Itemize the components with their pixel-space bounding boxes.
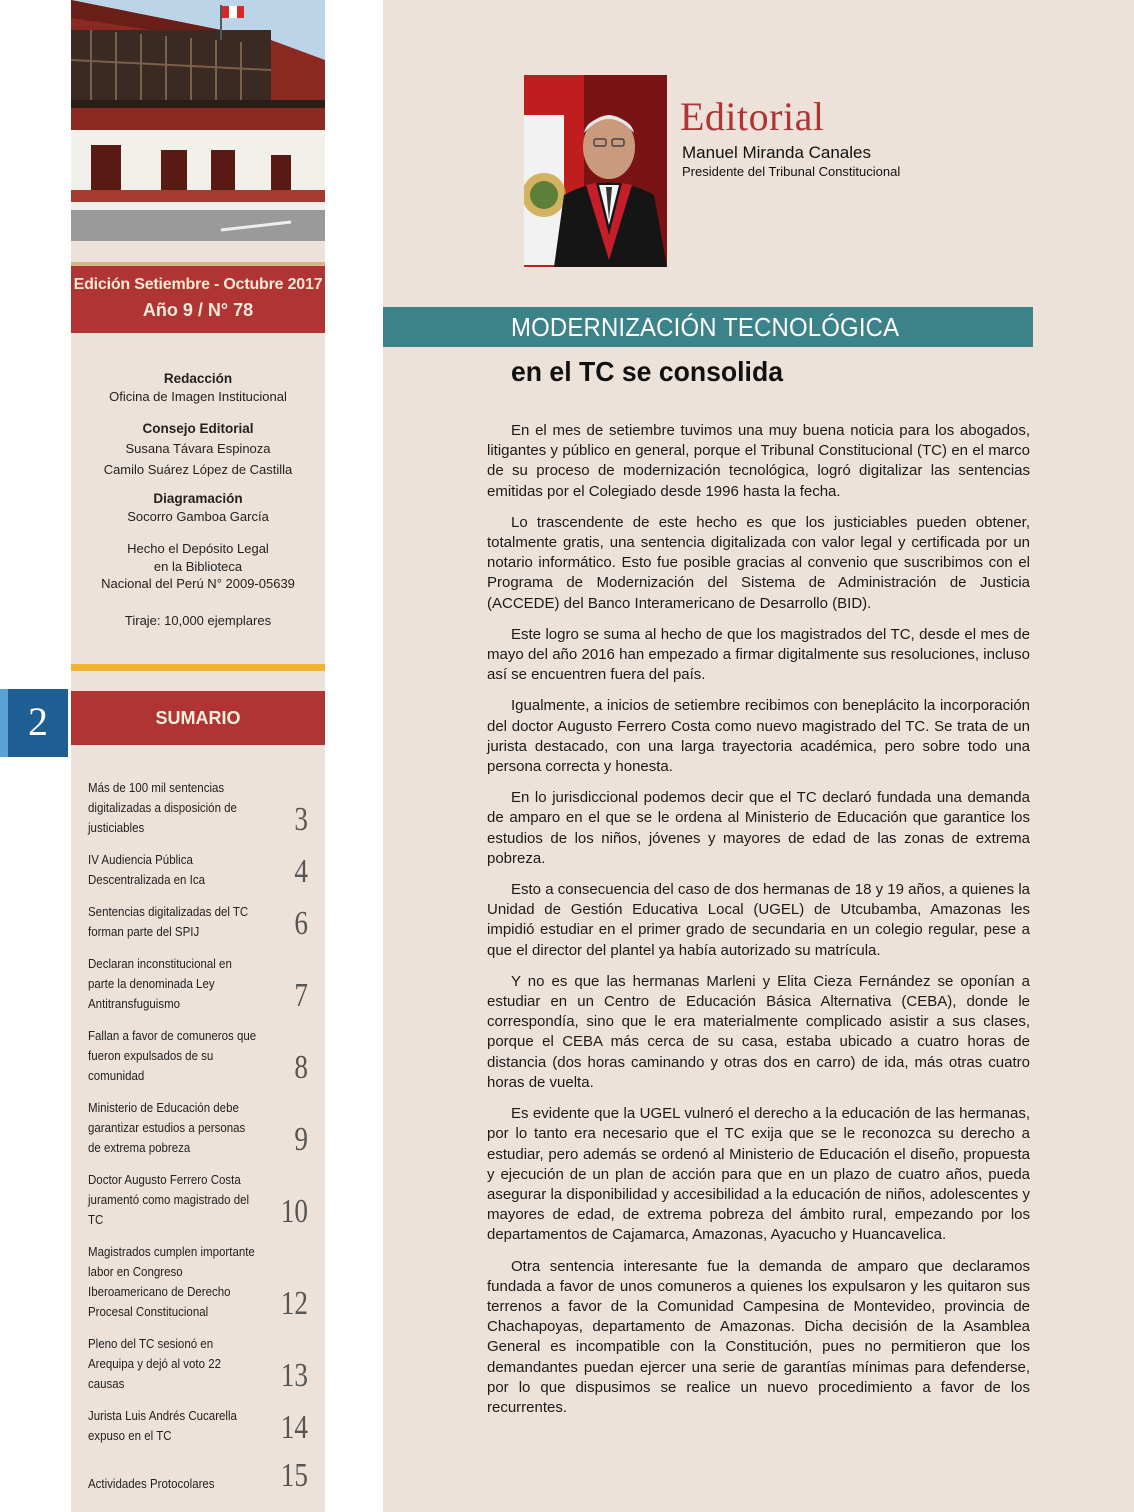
toc-item-title: IV Audiencia Pública Descentralizada en Ica (88, 853, 205, 887)
building-photo (71, 0, 325, 241)
toc-item[interactable] (88, 1406, 308, 1446)
toc-item-page: 13 (280, 1357, 308, 1394)
toc-item-page: 7 (294, 977, 308, 1014)
toc-item-title: Más de 100 mil sentencias digitalizadas a disposición de justiciables (88, 781, 237, 835)
consejo-value-1: Susana Távara Espinoza (125, 441, 271, 456)
tiraje: Tiraje: 10,000 ejemplares (124, 612, 272, 628)
article-paragraph: Y no es que las hermanas Marleni y Elita Cieza Fernández se oponían a estudiar en un Centro de Educación Básica Alternativa (CEBA), donde le correspondía, sino que le era materialmente complicado asistir a sus clases, porque el CEBA más cerca de su casa, estaba ubicado a cuatro horas de distancia (dos horas caminando y otras dos en carro) de ida, más otras cuatro horas de vuelta. (487, 972, 1030, 1091)
article-paragraph: En lo jurisdiccional podemos decir que el TC declaró fundada una demanda de amparo en el que se le ordena al Ministerio de Educación que garantice los estudios de los niños, jóvenes y mayores de edad de las zonas de extrema pobreza. (487, 789, 1030, 867)
toc-item-title: Fallan a favor de comuneros que fueron expulsados de su comunidad (88, 1029, 257, 1083)
toc-item-title: Magistrados cumplen importante labor en Congreso Iberoamericano de Derecho Procesal Constitucional (88, 1245, 255, 1319)
toc-item-page: 6 (294, 905, 308, 942)
author-role: Presidente del Tribunal Constitucional (682, 164, 901, 179)
toc-item-title: Pleno del TC sesionó en Arequipa y dejó al voto 22 causas (88, 1337, 221, 1391)
headline: MODERNIZACIÓN TECNOLÓGICA (511, 312, 900, 342)
redaccion-heading: Redacción (163, 371, 233, 386)
editorial-label: Editorial (680, 94, 825, 139)
toc-item-title: Actividades Protocolares (88, 1477, 215, 1491)
toc-item-page: 12 (280, 1285, 308, 1322)
toc-item[interactable] (88, 1458, 308, 1494)
toc-item-page: 4 (294, 853, 308, 890)
toc-item-title: Declaran inconstitucional en parte la denominada Ley Antitransfuguismo (88, 957, 232, 1011)
toc-item-page: 3 (294, 801, 308, 838)
toc-item-page: 9 (294, 1121, 308, 1158)
deposito-line-3: Nacional del Perú N° 2009-05639 (101, 576, 295, 591)
redaccion-value: Oficina de Imagen Institucional (109, 389, 287, 404)
article-paragraph: Otra sentencia interesante fue la demanda de amparo que declaramos fundada a favor de unos comuneros a quienes los expulsaron y les quitaron sus terrenos a favor de la Comunidad Campesina de Montevideo, provincia de Chachapoyas, departamento de Amazonas. Dicha decisión de la Asamblea General es incompatible con la Constitución, pues no permitieron que los demandantes puedan ejercer una serie de garantías mínimas para defenderse, por lo que dispusimos se realice un nuevo procedimiento a favor de los recurrentes. (487, 1257, 1030, 1416)
toc-item-page: 10 (280, 1193, 308, 1230)
toc-item-page: 15 (280, 1457, 308, 1494)
divider (71, 664, 325, 671)
toc-item[interactable] (88, 1026, 308, 1086)
consejo-value-2: Camilo Suárez López de Castilla (103, 462, 293, 477)
edition-date: Edición Setiembre - Octubre 2017 (73, 276, 323, 293)
article-paragraph: En el mes de setiembre tuvimos una muy buena noticia para los abogados, litigantes y público en general, porque el Tribunal Constitucional (TC) en el marco de su proceso de modernización tecnológica, logró digitalizar las sentencias emitidas por el Colegiado desde 1996 hasta la fecha. (487, 422, 1030, 500)
toc-item-title: Sentencias digitalizadas del TC forman parte del SPIJ (88, 905, 249, 939)
page-number: 2 (0, 689, 68, 757)
article-paragraph: Lo trascendente de este hecho es que los justiciables pueden obtener, totalmente gratis, una sentencia digitalizada con valor legal y certificada por un notario informático. Esto fue posible gracias al convenio que suscribimos con el Programa de Modernización del Sistema de Administración de Justicia (ACCEDE) del Banco Interamericano de Desarrollo (BID). (487, 513, 1030, 612)
author-portrait (524, 75, 667, 267)
subheadline: en el TC se consolida (511, 356, 783, 387)
article-body (487, 421, 1030, 1429)
diagramacion-heading: Diagramación (153, 491, 243, 506)
toc-item-title: Jurista Luis Andrés Cucarella expuso en el TC (88, 1409, 237, 1443)
toc-item-page: 8 (294, 1049, 308, 1086)
toc-item[interactable] (88, 1170, 308, 1230)
article-paragraph: Este logro se suma al hecho de que los magistrados del TC, desde el mes de mayo del año 2016 han empezado a firmar digitalmente sus resoluciones, incluso así se encuentren fuera del país. (487, 625, 1030, 684)
deposito-legal (71, 540, 325, 593)
credits (71, 360, 325, 630)
toc-item[interactable] (88, 902, 308, 942)
toc-item[interactable] (88, 1242, 308, 1322)
article-paragraph: Igualmente, a inicios de setiembre recibimos con beneplácito la incorporación del doctor Augusto Ferrero Costa como nuevo magistrado del TC. Se trata de un jurista destacado, con una larga trayectoria académica, pero sobre todo una persona correcta y honesta. (487, 697, 1030, 776)
toc-item[interactable] (88, 850, 308, 890)
article-paragraph: Esto a consecuencia del caso de dos hermanas de 18 y 19 años, a quienes la Unidad de Gestión Educativa Local (UGEL) de Utcubamba, Amazonas les impidió estudiar en el primer grado de secundaria en un colegio regular, pese a que el director del plantel ya había autorizado su matrícula. (487, 881, 1030, 959)
edition-banner (71, 262, 325, 333)
toc-item[interactable] (88, 1334, 308, 1394)
author-name: Manuel Miranda Canales (682, 143, 871, 162)
toc-item-title: Doctor Augusto Ferrero Costa juramentó como magistrado del TC (88, 1173, 250, 1227)
diagramacion-value: Socorro Gamboa García (127, 509, 269, 524)
consejo-heading: Consejo Editorial (142, 421, 254, 436)
toc-item[interactable] (88, 954, 308, 1014)
toc-item-page: 14 (280, 1409, 308, 1446)
toc-item-title: Ministerio de Educación debe garantizar estudios a personas de extrema pobreza (88, 1101, 246, 1155)
deposito-line-2: en la Biblioteca (153, 558, 243, 574)
sumario-heading: SUMARIO (71, 691, 325, 745)
edition-number: Año 9 / N° 78 (142, 300, 254, 320)
deposito-line-1: Hecho el Depósito Legal (127, 541, 269, 556)
toc-item[interactable] (88, 1098, 308, 1158)
toc-item[interactable] (88, 778, 308, 838)
table-of-contents (88, 778, 308, 1494)
article-paragraph: Es evidente que la UGEL vulneró el derecho a la educación de las hermanas, por lo tanto era necesario que el TC exija que se le reconozca su derecho a estudiar, pero además se ordenó al Ministerio de Educación el diseño, propuesta y ejecución de un plan de acción para que en un plazo de cuatro años, pueda asegurar la disponibilidad y accesibilidad a la educación de niños, adolescentes y mayores de edad, de extrema pobreza del ámbito rural, empezando por los departamentos de Cajamarca, Amazonas, Ayacucho y Huancavelica. (487, 1105, 1030, 1244)
